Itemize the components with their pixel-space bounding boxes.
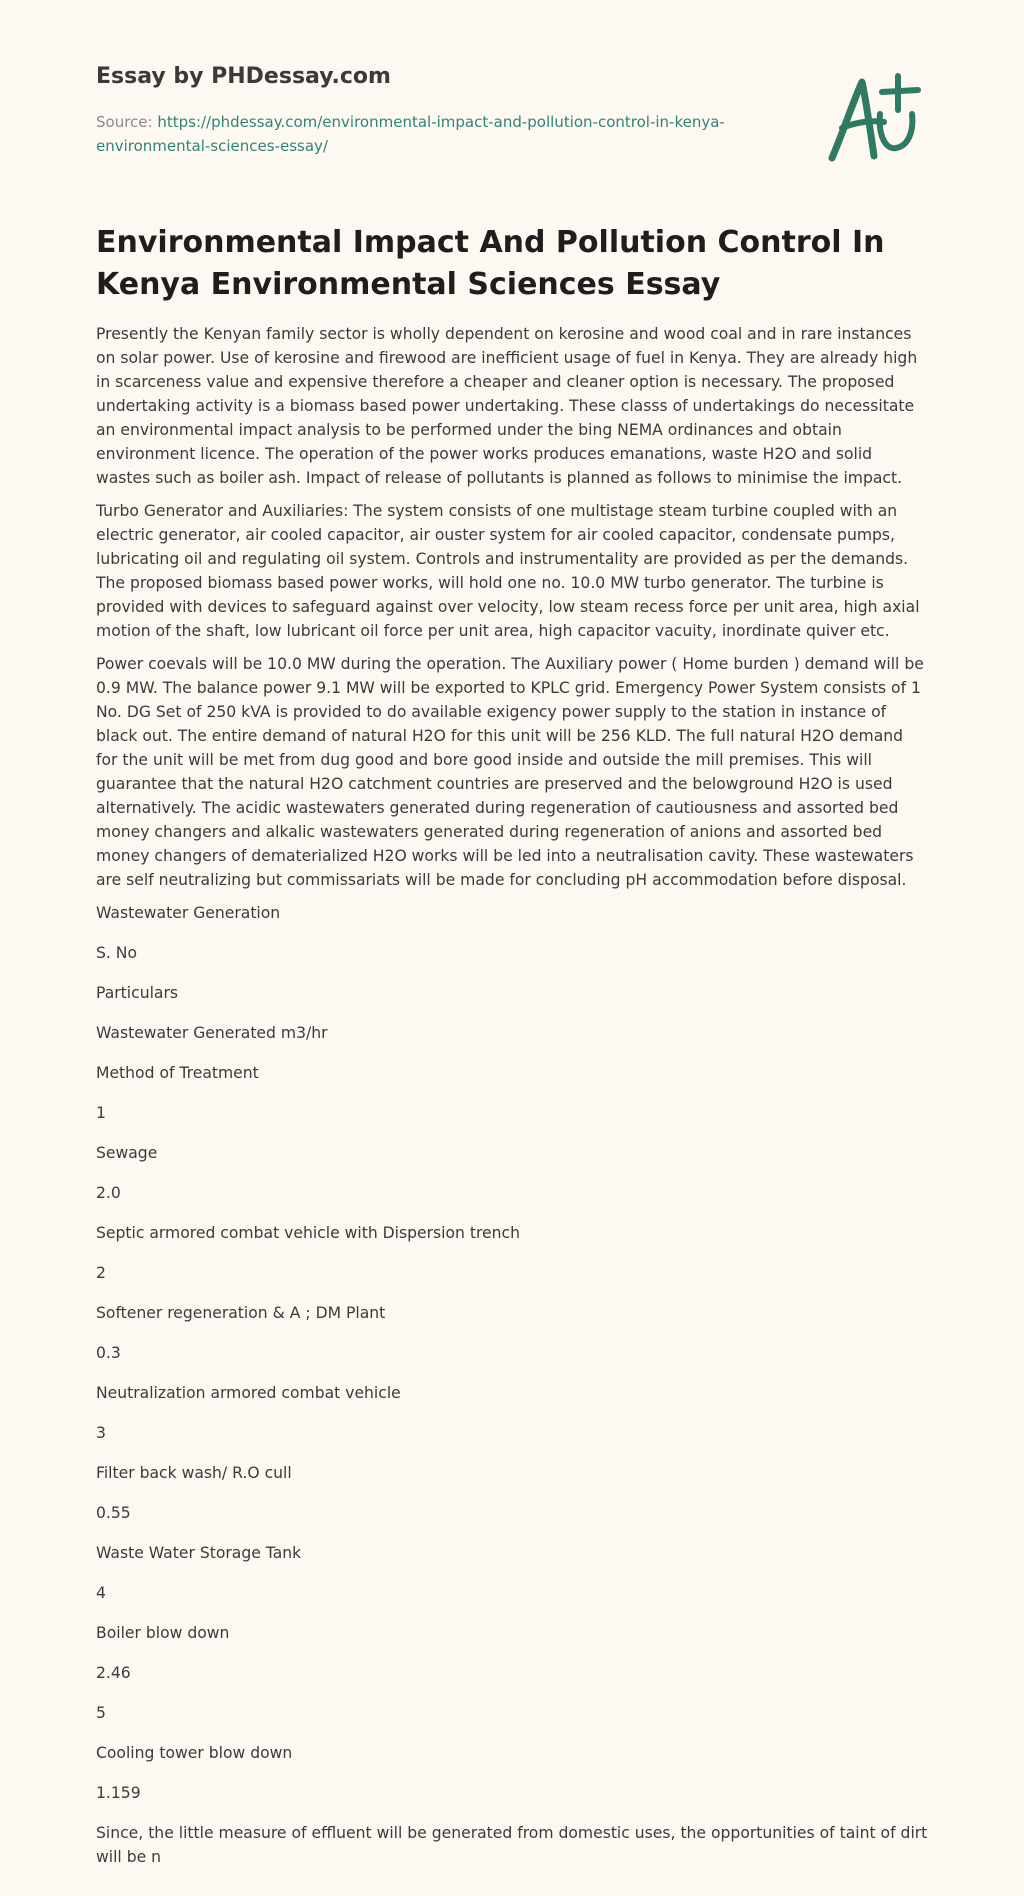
table-line: 0.3 [96,1344,121,1362]
table-line: 2 [96,1264,106,1282]
table-line: 1.159 [96,1784,141,1802]
essay-title: Environmental Impact And Pollution Control In Kenya Environmental Sciences Essay [96,225,885,302]
paragraph: Presently the Kenyan family sector is wholly dependent on kerosine and wood coal and in rare instances on solar power. Use of kerosine and firewood are inefficient usage of fuel in Kenya. They are already high in scarceness value and expensive therefore a cheaper and cleaner option is necessary. The proposed undertaking activity is a biomass based power undertaking. These classs of undertakings do necessitate an environmental impact analysis to be performed under the bing NEMA ordinances and obtain environment licence. The operation of the power works produces emanations, waste H2O and solid wastes such as boiler ash. Impact of release of pollutants is planned as follows to minimise the impact. [96,325,918,487]
closing-paragraph: Since, the little measure of effluent will be generated from domestic uses, the opportunities of taint of dirt will be n [96,1824,928,1866]
source-label: Source: [96,113,158,131]
table-line: Method of Treatment [96,1064,259,1082]
table-line: 4 [96,1584,106,1602]
table-line: Boiler blow down [96,1624,230,1642]
paragraph: Turbo Generator and Auxiliaries: The system consists of one multistage steam turbine coupled with an electric generator, air cooled capacitor, air ouster system for air cooled capacitor, condensate pumps, lubricating oil and regulating oil system. Controls and instrumentality are provided as per the demands. The proposed biomass based power works, will hold one no. 10.0 MW turbo generator. The turbine is provided with devices to safeguard against over velocity, low steam recess force per unit area, high axial motion of the shaft, low lubricant oil force per unit area, high capacitor vacuity, inordinate quiver etc. [96,502,920,640]
table-line: Softener regeneration & A ; DM Plant [96,1304,386,1322]
table-line: 2.46 [96,1664,131,1682]
source-link[interactable]: https://phdessay.com/environmental-impact-and-pollution-control-in-kenya-environmental-sciences-essay/ [96,113,725,155]
table-line: 0.55 [96,1504,131,1522]
table-heading: Wastewater Generation [96,904,281,922]
table-line: Wastewater Generated m3/hr [96,1024,328,1042]
source-line [96,110,736,158]
table-line: 1 [96,1104,106,1122]
table-line: S. No [96,944,138,962]
table-line: Particulars [96,984,178,1002]
table-line: Filter back wash/ R.O cull [96,1464,292,1482]
table-line: Septic armored combat vehicle with Dispersion trench [96,1224,520,1242]
table-line: Waste Water Storage Tank [96,1544,302,1562]
table-line: 3 [96,1424,106,1442]
site-title: Essay by PHDessay.com [96,64,391,89]
table-line: Cooling tower blow down [96,1744,293,1762]
table-line: Neutralization armored combat vehicle [96,1384,401,1402]
table-line: 2.0 [96,1184,121,1202]
a-plus-logo-icon [822,70,926,166]
table-line: 5 [96,1704,106,1722]
essay-body [96,322,928,1878]
paragraph: Power coevals will be 10.0 MW during the operation. The Auxiliary power ( Home burden ) demand will be 0.9 MW. The balance power 9.1 MW will be exported to KPLC grid. Emergency Power System consists of 1 No. DG Set of 250 kVA is provided to do available exigency power supply to the station in instance of black out. The entire demand of natural H2O for this unit will be 256 KLD. The full natural H2O demand for the unit will be met from dug good and bore good inside and outside the mill premises. This will guarantee that the natural H2O catchment countries are preserved and the belowground H2O is used alternatively. The acidic wastewaters generated during regeneration of cautiousness and assorted bed money changers and alkalic wastewaters generated during regeneration of anions and assorted bed money changers of dematerialized H2O works will be led into a neutralisation cavity. These wastewaters are self neutralizing but commissariats will be made for concluding pH accommodation before disposal. [96,655,924,889]
table-line: Sewage [96,1144,158,1162]
